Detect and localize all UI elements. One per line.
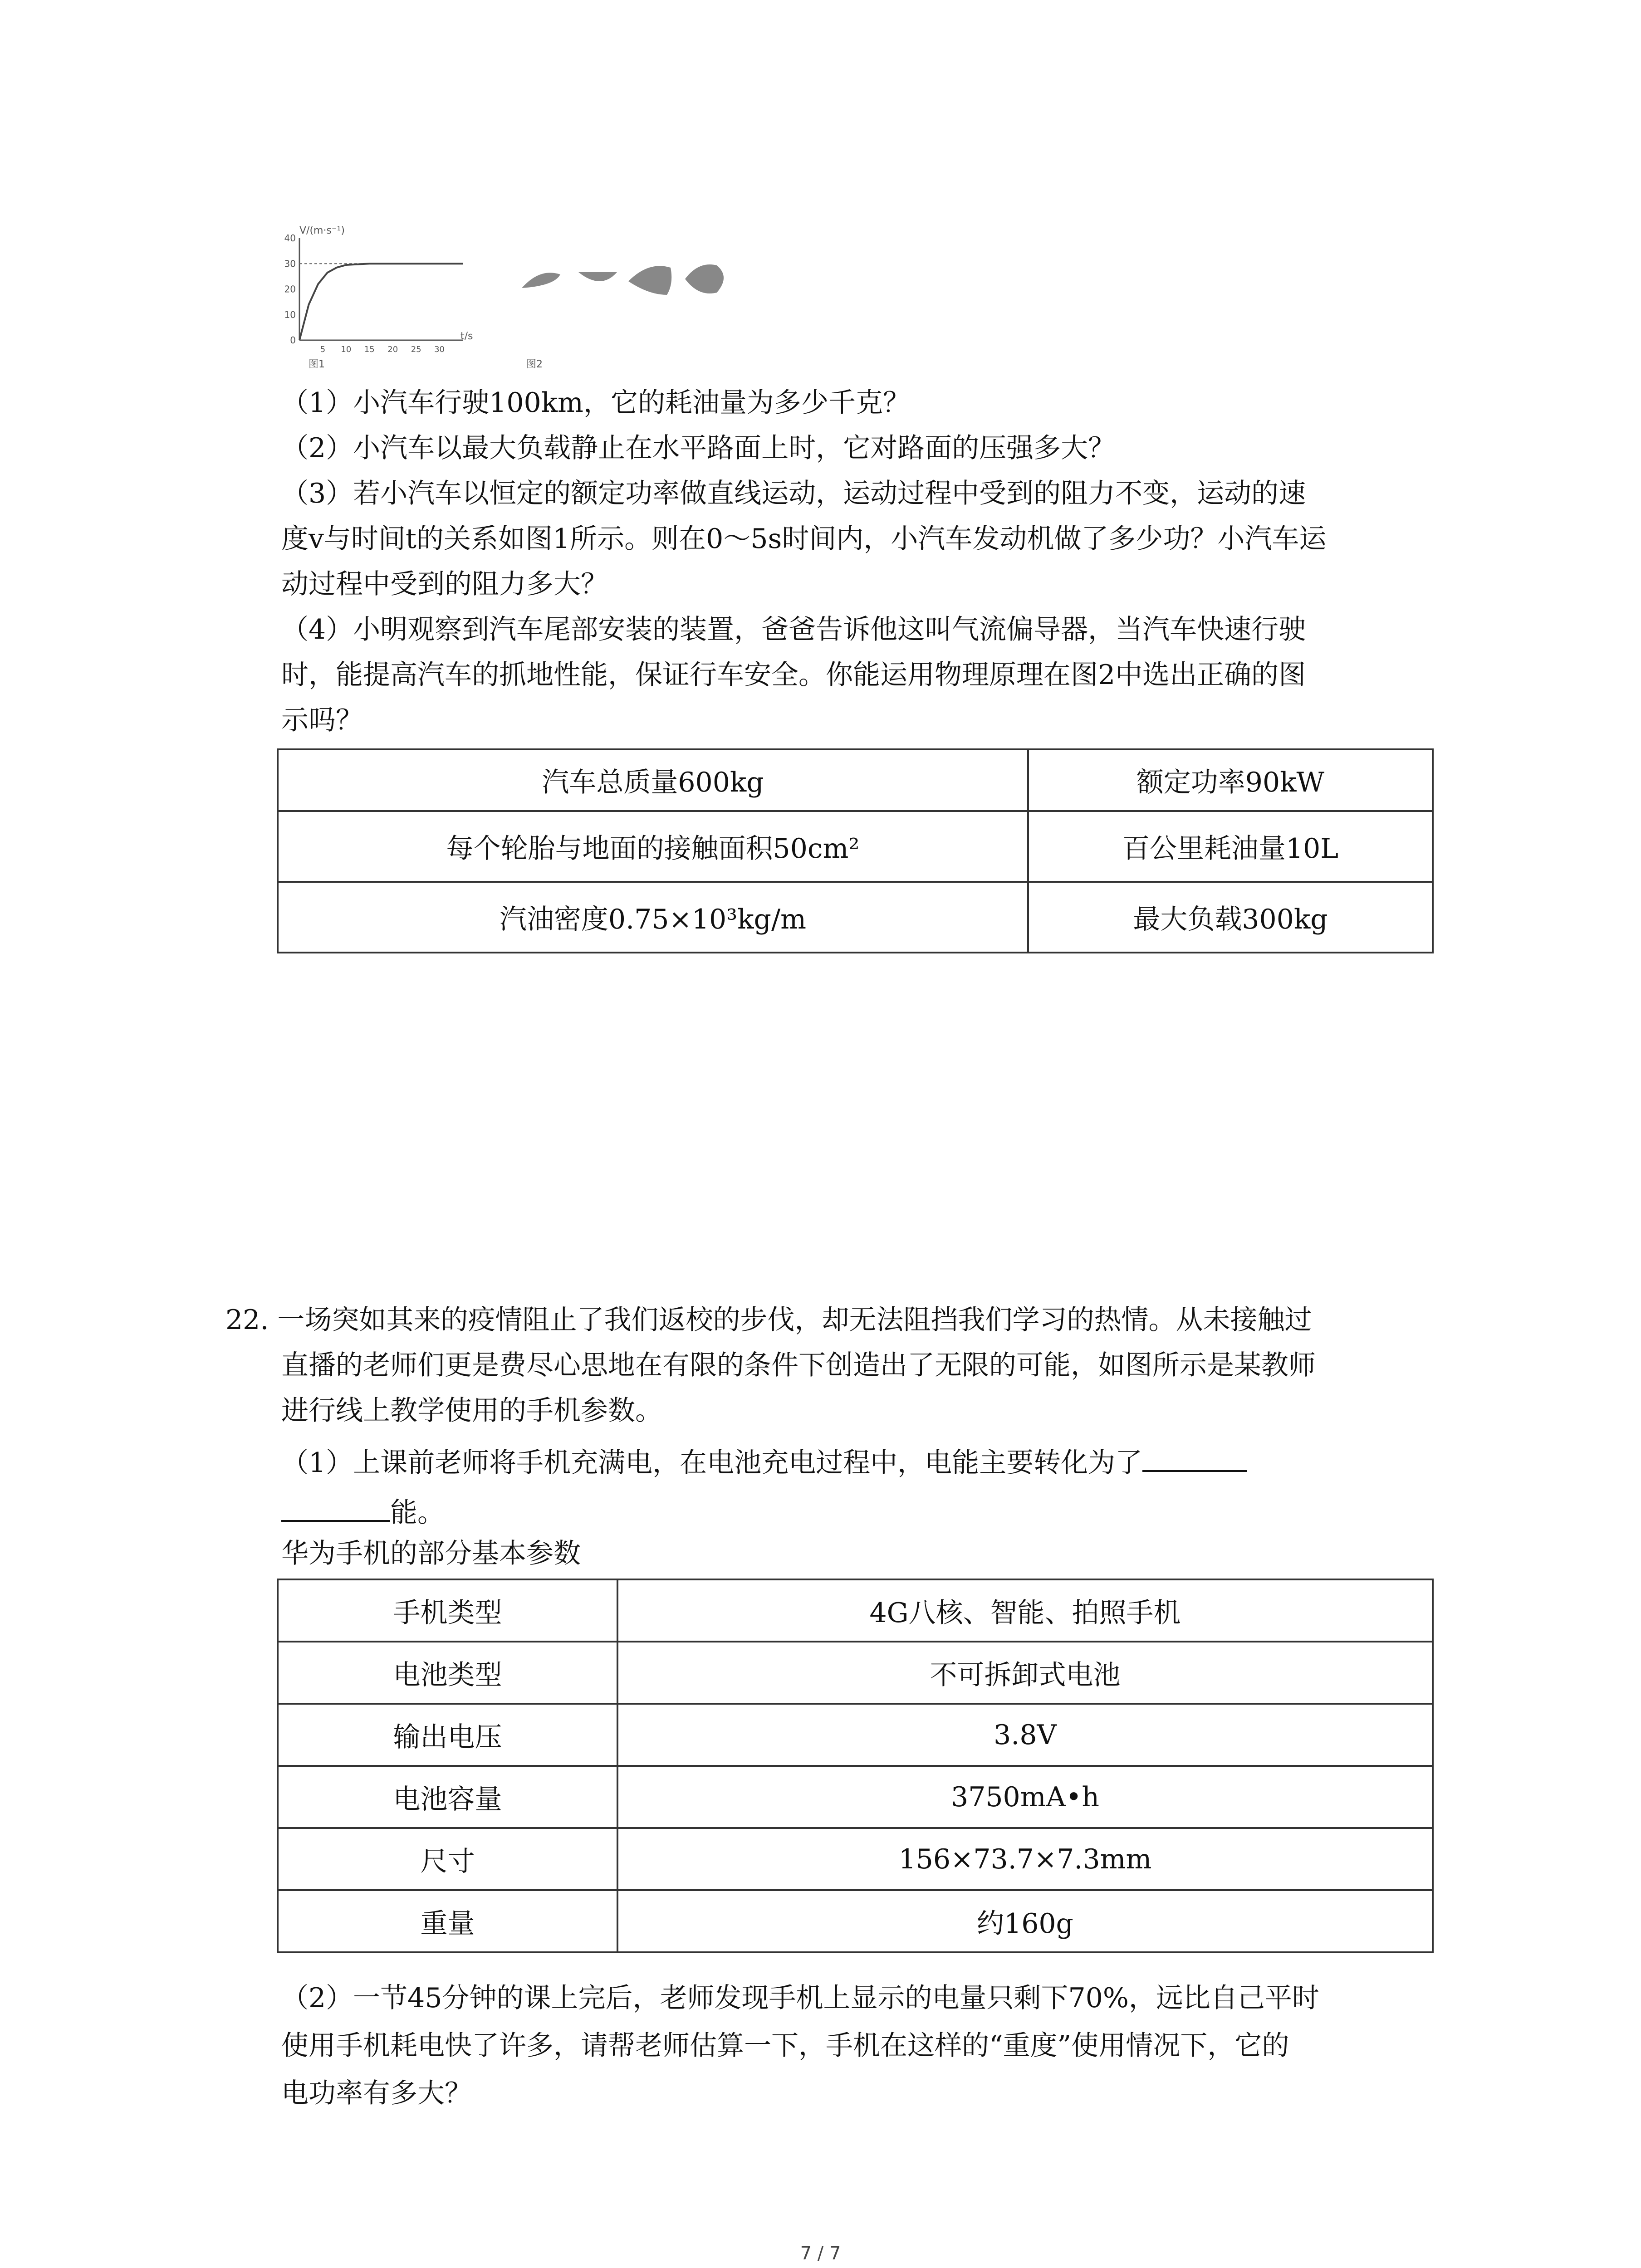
q22-phone-parameters-table <box>277 1579 1434 1953</box>
table-cell: 汽车总质量600kg <box>278 749 1028 811</box>
table-cell: 重量 <box>278 1890 617 1952</box>
fig1-x-tick-label: 30 <box>434 345 445 354</box>
fig1-x-tick-label: 5 <box>320 345 326 354</box>
table-cell: 电池类型 <box>278 1642 617 1704</box>
figure-2-deflector-shapes <box>513 254 749 381</box>
fig1-xlabel: t/s <box>460 331 473 342</box>
fig2-caption: 图2 <box>526 359 543 370</box>
table-row <box>278 749 1433 811</box>
deflector-shape-a <box>522 273 560 288</box>
q22-part-1-suffix: 能。 <box>390 1497 445 1529</box>
fig1-ylabel: V/(m·s⁻¹) <box>299 225 345 236</box>
table-row <box>278 1766 1433 1828</box>
deflector-shape-d <box>685 264 724 293</box>
deflector-shape-b <box>578 272 617 281</box>
table-row <box>278 811 1433 882</box>
fig1-x-tick-label: 10 <box>341 345 352 354</box>
q22-stem-line-1: 22. 一场突如其来的疫情阻止了我们返校的步伐，却无法阻挡我们学习的热情。从未接触过 <box>225 1304 1312 1336</box>
table-row <box>278 882 1433 953</box>
q21-part-2: （2）小汽车以最大负载静止在水平路面上时，它对路面的压强多大？ <box>281 432 1116 464</box>
fig1-y-tick-label: 40 <box>284 233 296 244</box>
q21-part-4-line-2: 时，能提高汽车的抓地性能，保证行车安全。你能运用物理原理在图2中选出正确的图 <box>281 659 1306 691</box>
q21-part-3-line-2: 度v与时间t的关系如图1所示。则在0～5s时间内，小汽车发动机做了多少功？小汽车运 <box>281 523 1327 555</box>
q22-part-1-line-2 <box>281 1490 445 1535</box>
table-cell: 每个轮胎与地面的接触面积50cm² <box>278 811 1028 882</box>
table-cell: 4G八核、智能、拍照手机 <box>617 1579 1433 1642</box>
answer-blank-continued[interactable] <box>281 1493 390 1522</box>
q22-stem-line-2: 直播的老师们更是费尽心思地在有限的条件下创造出了无限的可能，如图所示是某教师 <box>281 1349 1316 1381</box>
table-row <box>278 1579 1433 1642</box>
q21-part-4-line-3: 示吗？ <box>281 704 363 736</box>
q22-part-1-text: （1）上课前老师将手机充满电，在电池充电过程中，电能主要转化为了 <box>281 1447 1143 1479</box>
q22-part-1-line-1 <box>281 1440 1247 1486</box>
table-cell: 最大负载300kg <box>1028 882 1433 953</box>
table-cell: 输出电压 <box>278 1704 617 1766</box>
q22-part-2-line-3: 电功率有多大？ <box>281 2077 472 2109</box>
table-cell: 不可拆卸式电池 <box>617 1642 1433 1704</box>
q21-part-4-line-1: （4）小明观察到汽车尾部安装的装置，爸爸告诉他这叫气流偏导器，当汽车快速行驶 <box>281 614 1306 645</box>
q21-part-1: （1）小汽车行驶100km，它的耗油量为多少千克？ <box>281 387 910 419</box>
table-cell: 百公里耗油量10L <box>1028 811 1433 882</box>
table-cell: 约160g <box>617 1890 1433 1952</box>
table-row <box>278 1642 1433 1704</box>
q22-table-title: 华为手机的部分基本参数 <box>281 1538 581 1569</box>
fig1-y-tick-label: 30 <box>284 258 296 269</box>
fig1-x-tick-label: 25 <box>411 345 421 354</box>
fig1-y-tick-label: 20 <box>284 284 296 295</box>
table-row <box>278 1890 1433 1952</box>
table-cell: 汽油密度0.75×10³kg/m <box>278 882 1028 953</box>
fig1-velocity-curve <box>299 264 463 340</box>
q22-stem-line-3: 进行线上教学使用的手机参数。 <box>281 1395 662 1427</box>
figure-1-vt-graph <box>272 213 485 376</box>
q21-part-3-line-3: 动过程中受到的阻力多大？ <box>281 568 608 600</box>
answer-blank[interactable] <box>1142 1443 1247 1472</box>
fig1-y-tick-label: 10 <box>284 309 296 320</box>
table-cell: 3750mA•h <box>617 1766 1433 1828</box>
deflector-shape-c <box>628 266 671 295</box>
fig1-x-tick-label: 15 <box>364 345 375 354</box>
table-cell: 156×73.7×7.3mm <box>617 1828 1433 1890</box>
table-cell: 额定功率90kW <box>1028 749 1433 811</box>
table-row <box>278 1828 1433 1890</box>
q21-part-3-line-1: （3）若小汽车以恒定的额定功率做直线运动，运动过程中受到的阻力不变，运动的速 <box>281 478 1306 509</box>
table-cell: 手机类型 <box>278 1579 617 1642</box>
q22-part-2-line-1: （2）一节45分钟的课上完后，老师发现手机上显示的电量只剩下70%，远比自己平时 <box>281 1982 1319 2014</box>
table-row <box>278 1704 1433 1766</box>
fig1-caption: 图1 <box>309 359 325 370</box>
fig1-x-tick-label: 20 <box>387 345 398 354</box>
q21-car-parameters-table <box>277 748 1434 953</box>
page-number: 7 / 7 <box>800 2243 841 2264</box>
table-cell: 3.8V <box>617 1704 1433 1766</box>
fig1-y-tick-label: 0 <box>290 335 296 346</box>
table-cell: 电池容量 <box>278 1766 617 1828</box>
table-cell: 尺寸 <box>278 1828 617 1890</box>
q22-part-2-line-2: 使用手机耗电快了许多，请帮老师估算一下，手机在这样的“重度”使用情况下，它的 <box>281 2030 1289 2062</box>
